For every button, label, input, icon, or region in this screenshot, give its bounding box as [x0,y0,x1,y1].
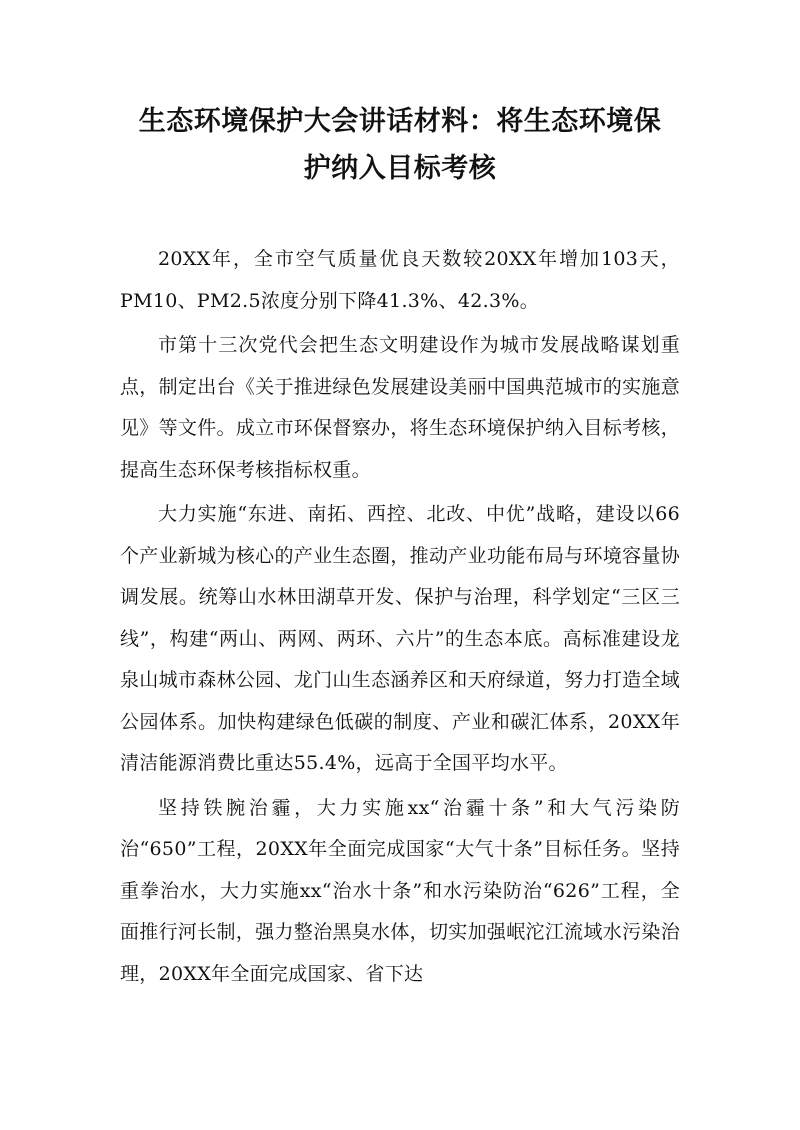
paragraph-strategy: 大力实施“东进、南拓、西控、北改、中优”战略，建设以66个产业新城为核心的产业生态圈，推动产业功能布局与环境容量协调发展。统筹山水林田湖草开发、保护与治理，科学划定“三区三线”，构建“两山、两网、两环、六片”的生态本底。高标准建设龙泉山城市森林公园、龙门山生态涵养区和天府绿道，努力打造全域公园体系。加快构建绿色低碳的制度、产业和碳汇体系，20XX年清洁能源消费比重达55.4%，远高于全国平均水平。 [120,503,680,774]
paragraph-air-quality: 20XX年，全市空气质量优良天数较20XX年增加103天，PM10、PM2.5浓度分别下降41.3%、42.3%。 [120,248,680,312]
paragraph-party-congress: 市第十三次党代会把生态文明建设作为城市发展战略谋划重点，制定出台《关于推进绿色发展建设美丽中国典范城市的实施意见》等文件。成立市环保督察办，将生态环境保护纳入目标考核，提高生态环保考核指标权重。 [120,334,680,481]
title-line-1: 生态环境保护大会讲话材料：将生态环境保 [138,106,662,137]
paragraph-pollution-control: 坚持铁腕治霾，大力实施xx“治霾十条”和大气污染防治“650”工程，20XX年全面完成国家“大气十条”目标任务。坚持重拳治水，大力实施xx“治水十条”和水污染防治“626”工程，全面推行河长制，强力整治黑臭水体，切实加强岷沱江流域水污染治理，20XX年全面完成国家、省下达 [120,796,680,985]
title-line-2: 护纳入目标考核 [303,153,497,184]
document-body [120,239,680,998]
document-title [100,98,700,192]
